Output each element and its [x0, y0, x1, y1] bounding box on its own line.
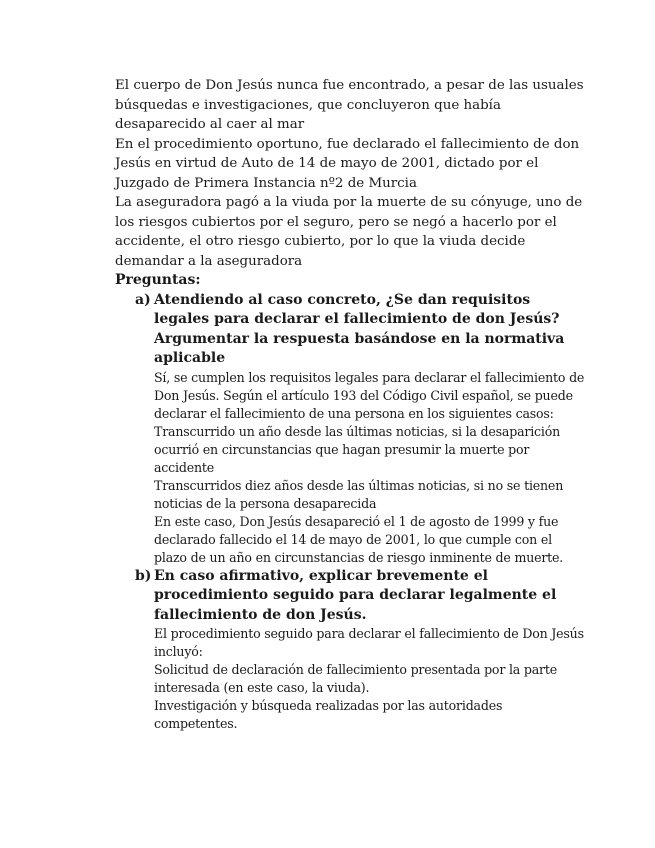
answer-line: Transcurrido un año desde las últimas noticias, si la desaparición ocurrió en circunstancias que hagan presumir la muerte por accidente — [154, 423, 561, 475]
question-a — [115, 291, 585, 567]
question-b — [115, 567, 585, 734]
question-text: Atendiendo al caso concreto, ¿Se dan requisitos legales para declarar el fallecimiento de don Jesús? Argumentar la respuesta basándose en la normativa aplicable — [154, 291, 565, 366]
answer-line: Solicitud de declaración de fallecimiento presentada por la parte interesada (en este caso, la viuda). — [154, 662, 557, 695]
answer-line: Transcurridos diez años desde las últimas noticias, si no se tienen noticias de la persona desaparecida — [154, 477, 564, 511]
answer-line: Investigación y búsqueda realizadas por las autoridades competentes. — [154, 698, 503, 731]
question-letter: b) — [135, 567, 152, 584]
question-letter: a) — [135, 291, 151, 308]
question-text: En caso afirmativo, explicar brevemente el procedimiento seguido para declarar legalmente el fallecimiento de don Jesús. — [154, 567, 557, 623]
intro-paragraph-1: El cuerpo de Don Jesús nunca fue encontrado, a pesar de las usuales búsquedas e investigaciones, que concluyeron que había desaparecido al caer al mar — [115, 78, 584, 132]
questions-list — [115, 291, 585, 734]
questions-heading: Preguntas: — [115, 272, 201, 288]
document-page — [115, 76, 585, 733]
answer-line: En este caso, Don Jesús desapareció el 1 de agosto de 1999 y fue declarado fallecido el 14 de mayo de 2001, lo que cumple con el plazo de un año en circunstancias de riesgo inminente de muerte. — [154, 513, 564, 565]
answer-line: El procedimiento seguido para declarar el fallecimiento de Don Jesús incluyó: — [154, 626, 584, 659]
intro-paragraph-2: En el procedimiento oportuno, fue declarado el fallecimiento de don Jesús en virtud de Auto de 14 de mayo de 2001, dictado por el Juzgado de Primera Instancia nº2 de Murcia — [115, 136, 580, 191]
answer-line: Sí, se cumplen los requisitos legales para declarar el fallecimiento de Don Jesús. Según el artículo 193 del Código Civil español, se puede declarar el fallecimiento de una persona en los siguientes casos: — [154, 369, 585, 421]
intro-paragraph-3: La aseguradora pagó a la viuda por la muerte de su cónyuge, uno de los riesgos cubiertos por el seguro, pero se negó a hacerlo por el accidente, el otro riesgo cubierto, por lo que la viuda decide demandar a la aseguradora — [115, 195, 583, 269]
